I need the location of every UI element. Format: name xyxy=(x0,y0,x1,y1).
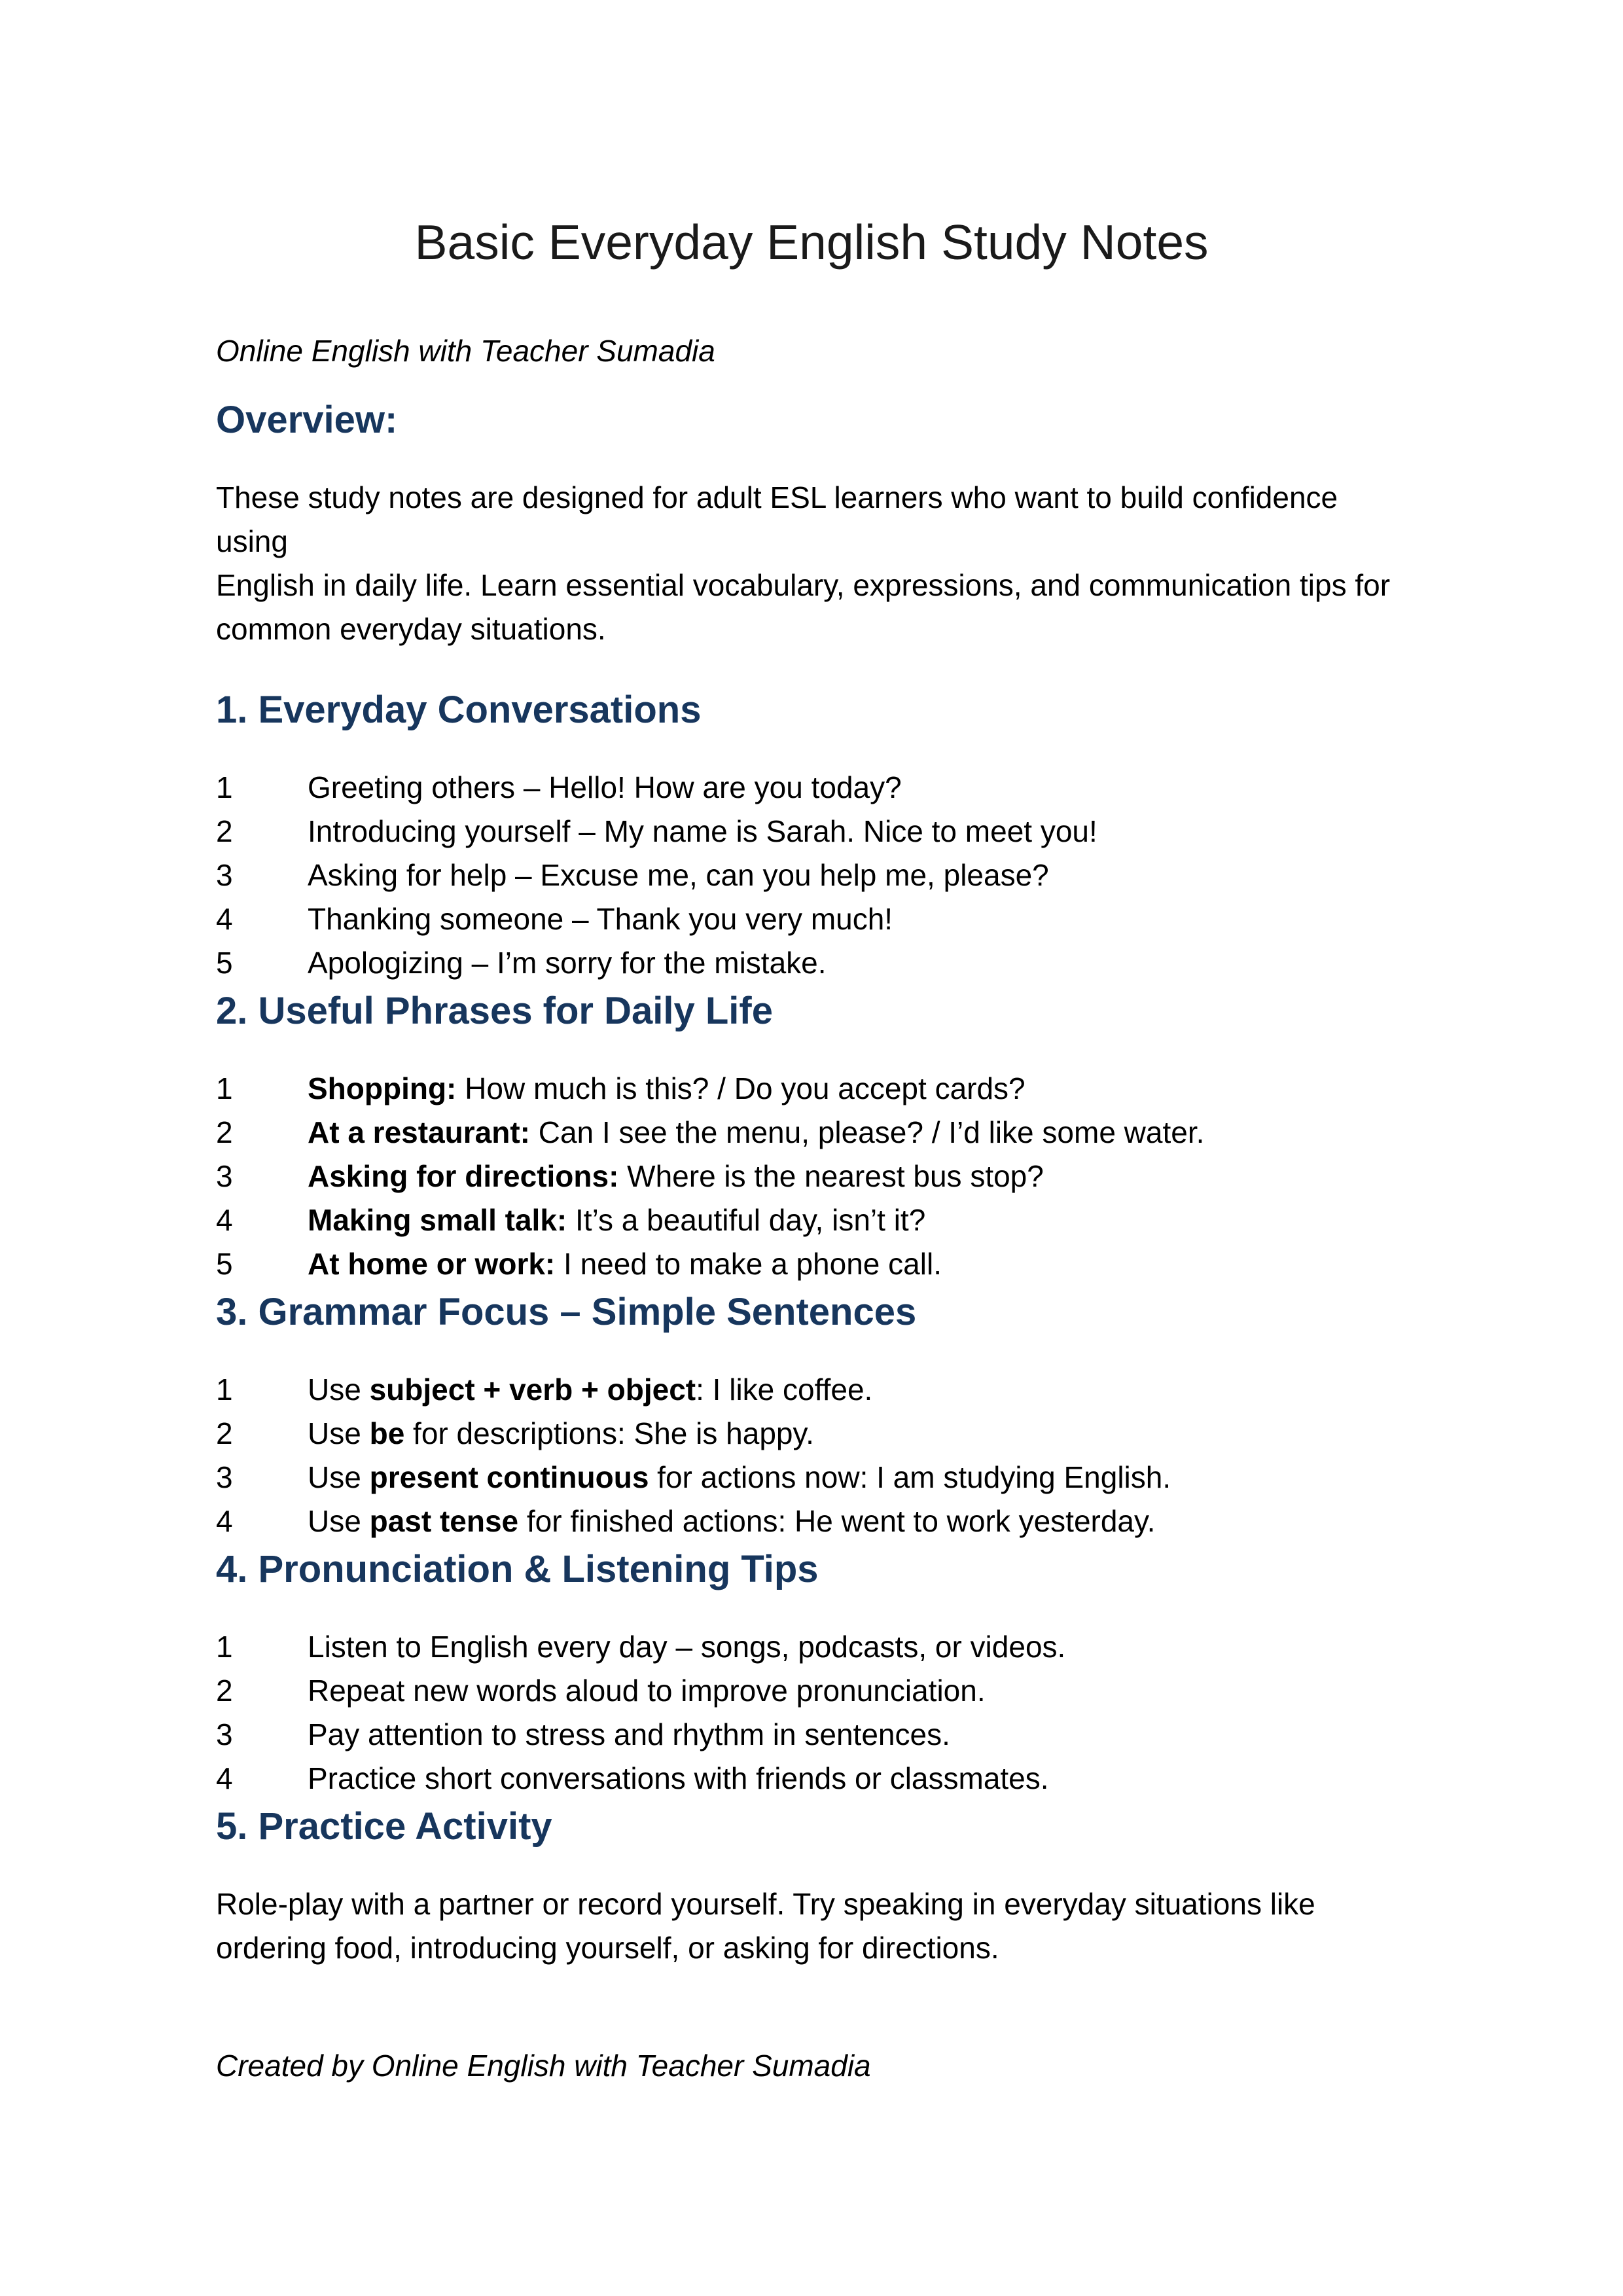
list-item xyxy=(216,1456,1407,1499)
section-practice-activity xyxy=(216,1804,1407,1970)
list-item xyxy=(216,1757,1407,1801)
section-everyday-conversations xyxy=(216,687,1407,985)
list-item-text xyxy=(308,1757,1407,1801)
list-item-number: 3 xyxy=(216,1460,233,1494)
text: for descriptions: She is happy. xyxy=(404,1416,814,1450)
list-item-text xyxy=(308,1456,1407,1499)
list-item xyxy=(216,1368,1407,1412)
list-item-text xyxy=(308,941,1407,985)
paragraph-line: English in daily life. Learn essential vocabulary, expressions, and communication tips for xyxy=(216,568,1391,602)
bold-text: past tense xyxy=(369,1504,519,1538)
paragraph-line: Role-play with a partner or record yourself. Try speaking in everyday situations like xyxy=(216,1887,1315,1921)
list-item-text xyxy=(308,853,1407,897)
text: Use xyxy=(308,1372,370,1407)
text: How much is this? / Do you accept cards? xyxy=(456,1071,1026,1105)
list-item-number: 4 xyxy=(216,1203,233,1237)
list-item xyxy=(216,853,1407,897)
paragraph-line: common everyday situations. xyxy=(216,612,606,646)
text: Use xyxy=(308,1416,370,1450)
text: I need to make a phone call. xyxy=(555,1247,942,1281)
text: for actions now: I am studying English. xyxy=(649,1460,1171,1494)
list-item-text xyxy=(308,1625,1407,1669)
list-item-text xyxy=(308,1669,1407,1713)
list-item xyxy=(216,1242,1407,1286)
text: : I like coffee. xyxy=(696,1372,873,1407)
list-item-text xyxy=(308,810,1407,853)
list-item-number: 1 xyxy=(216,1071,233,1105)
list-item-number: 2 xyxy=(216,1115,233,1149)
bold-text: At a restaurant: xyxy=(308,1115,530,1149)
list-item-number: 2 xyxy=(216,1416,233,1450)
text: Pay attention to stress and rhythm in sentences. xyxy=(308,1717,950,1751)
list-item-text xyxy=(308,1713,1407,1757)
text: for finished actions: He went to work yesterday. xyxy=(518,1504,1156,1538)
paragraph xyxy=(216,1882,1407,1970)
list-item xyxy=(216,766,1407,810)
section-heading: 2. Useful Phrases for Daily Life xyxy=(216,990,773,1032)
list-item xyxy=(216,1713,1407,1757)
list-item xyxy=(216,1111,1407,1155)
section-heading: 4. Pronunciation & Listening Tips xyxy=(216,1548,819,1590)
text: Listen to English every day – songs, podcasts, or videos. xyxy=(308,1630,1066,1664)
list-item xyxy=(216,1067,1407,1111)
text: It’s a beautiful day, isn’t it? xyxy=(567,1203,926,1237)
numbered-list xyxy=(216,1368,1407,1543)
numbered-list xyxy=(216,1067,1407,1286)
list-item-number: 2 xyxy=(216,814,233,848)
list-item xyxy=(216,1198,1407,1242)
bold-text: At home or work: xyxy=(308,1247,556,1281)
bold-text: be xyxy=(369,1416,405,1450)
paragraph xyxy=(216,476,1407,651)
list-item-number: 3 xyxy=(216,858,233,892)
list-item xyxy=(216,1412,1407,1456)
document-body xyxy=(216,397,1407,1970)
list-item-text xyxy=(308,897,1407,941)
list-item-number: 1 xyxy=(216,770,233,804)
section-pronunciation-listening-tips xyxy=(216,1547,1407,1801)
list-item xyxy=(216,941,1407,985)
list-item-number: 4 xyxy=(216,1504,233,1538)
list-item xyxy=(216,897,1407,941)
section-overview xyxy=(216,397,1407,651)
text: Use xyxy=(308,1504,370,1538)
list-item-number: 3 xyxy=(216,1717,233,1751)
text: Repeat new words aloud to improve pronunciation. xyxy=(308,1674,986,1708)
list-item xyxy=(216,1625,1407,1669)
list-item-number: 2 xyxy=(216,1674,233,1708)
text: Practice short conversations with friends or classmates. xyxy=(308,1761,1049,1795)
list-item-text xyxy=(308,1242,1407,1286)
list-item xyxy=(216,810,1407,853)
section-heading: Overview: xyxy=(216,399,398,441)
text: Thanking someone – Thank you very much! xyxy=(308,902,893,936)
bold-text: present continuous xyxy=(369,1460,649,1494)
paragraph-line: ordering food, introducing yourself, or asking for directions. xyxy=(216,1931,999,1965)
bold-text: Shopping: xyxy=(308,1071,457,1105)
paragraph-line: These study notes are designed for adult ESL learners who want to build confidence using xyxy=(216,480,1338,558)
list-item-text xyxy=(308,1155,1407,1198)
list-item-text xyxy=(308,1067,1407,1111)
list-item-number: 3 xyxy=(216,1159,233,1193)
section-heading: 5. Practice Activity xyxy=(216,1805,552,1848)
section-useful-phrases xyxy=(216,988,1407,1286)
text: Apologizing – I’m sorry for the mistake. xyxy=(308,946,827,980)
text: Can I see the menu, please? / I’d like some water. xyxy=(529,1115,1205,1149)
section-grammar-focus xyxy=(216,1289,1407,1543)
list-item-text xyxy=(308,1198,1407,1242)
list-item-number: 4 xyxy=(216,902,233,936)
bold-text: subject + verb + object xyxy=(369,1372,696,1407)
text: Use xyxy=(308,1460,370,1494)
list-item-number: 1 xyxy=(216,1630,233,1664)
list-item-number: 5 xyxy=(216,1247,233,1281)
list-item xyxy=(216,1669,1407,1713)
list-item xyxy=(216,1155,1407,1198)
list-item-text xyxy=(308,1412,1407,1456)
list-item-number: 4 xyxy=(216,1761,233,1795)
list-item-text xyxy=(308,1368,1407,1412)
section-heading: 3. Grammar Focus – Simple Sentences xyxy=(216,1291,917,1333)
document-subtitle: Online English with Teacher Sumadia xyxy=(216,334,715,368)
bold-text: Asking for directions: xyxy=(308,1159,619,1193)
document-footer-credit: Created by Online English with Teacher Sumadia xyxy=(216,2049,871,2083)
text: Introducing yourself – My name is Sarah. Nice to meet you! xyxy=(308,814,1097,848)
numbered-list xyxy=(216,1625,1407,1801)
list-item-text xyxy=(308,1499,1407,1543)
document-title: Basic Everyday English Study Notes xyxy=(414,215,1209,270)
list-item-text xyxy=(308,766,1407,810)
numbered-list xyxy=(216,766,1407,985)
text: Asking for help – Excuse me, can you help me, please? xyxy=(308,858,1049,892)
list-item-text xyxy=(308,1111,1407,1155)
list-item-number: 5 xyxy=(216,946,233,980)
text: Where is the nearest bus stop? xyxy=(618,1159,1044,1193)
text: Greeting others – Hello! How are you today? xyxy=(308,770,902,804)
list-item xyxy=(216,1499,1407,1543)
bold-text: Making small talk: xyxy=(308,1203,567,1237)
list-item-number: 1 xyxy=(216,1372,233,1407)
section-heading: 1. Everyday Conversations xyxy=(216,689,702,731)
